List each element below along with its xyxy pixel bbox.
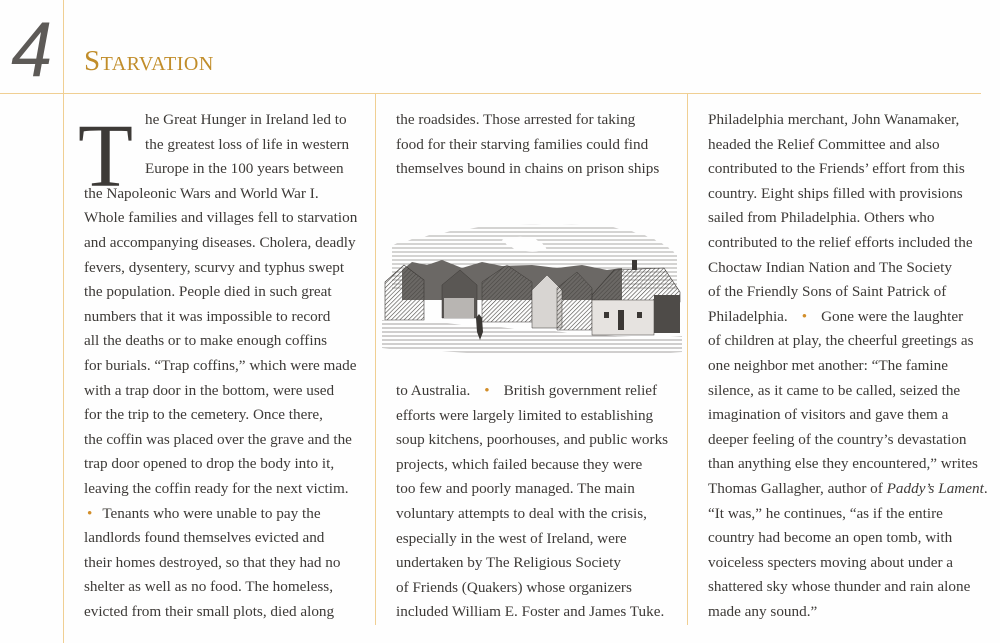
text-line: shelter as well as no food. The homeless,	[84, 578, 333, 596]
text-line: numbers that it was impossible to record	[84, 307, 331, 325]
text-line: projects, which failed because they were	[396, 455, 643, 473]
text-line: the roadsides. Those arrested for taking	[396, 111, 636, 128]
text-line: headed the Relief Committee and also	[708, 135, 940, 153]
text-line: voluntary attempts to deal with the crisis,	[396, 504, 647, 522]
column-divider-2	[687, 93, 688, 625]
text-span: to Australia.	[396, 382, 471, 399]
text-line: undertaken by The Religious Society	[396, 554, 621, 572]
text-line: trap door opened to drop the body into it,	[84, 455, 335, 473]
column-3	[708, 108, 988, 624]
text-line: contributed to the Friends’ effort from this	[708, 160, 965, 178]
text-span: Gone were the laughter	[821, 307, 964, 325]
text-line: voiceless specters moving about under a	[708, 553, 954, 571]
text-span: British government relief	[503, 382, 658, 399]
text-line: shattered sky whose thunder and rain alone	[708, 578, 971, 596]
text-line: fevers, dysentery, scurvy and typhus swept	[84, 258, 345, 276]
column-2-continued	[396, 379, 668, 625]
book-title: Paddy’s Lament	[886, 479, 984, 497]
door	[618, 310, 624, 330]
text-line	[396, 379, 668, 404]
text-span: .	[983, 479, 988, 497]
text-line: themselves bound in chains on prison ships	[396, 160, 660, 178]
text-line: with a trap door in the bottom, were used	[84, 381, 335, 399]
text-line: of Friends (Quakers) whose organizers	[396, 578, 632, 596]
text-line: all the deaths or to make enough coffins	[84, 332, 328, 350]
chapter-number: 4	[11, 5, 53, 93]
text-line: efforts were largely limited to establishing	[396, 406, 654, 424]
text-line: country had become an open tomb, with	[708, 529, 953, 547]
text-line: of the Friendly Sons of Saint Patrick of	[708, 283, 947, 301]
column-2	[396, 108, 659, 182]
text-line: country. Eight ships filled with provisions	[708, 184, 963, 202]
window	[637, 312, 642, 318]
chimney	[632, 260, 637, 270]
text-line: one neighbor met another: “The famine	[708, 356, 948, 374]
text-line: for burials. “Trap coffins,” which were made	[84, 356, 357, 374]
text-span: Philadelphia.	[708, 307, 788, 325]
text-line: for the trip to the cemetery. Once there,	[84, 406, 323, 424]
text-line: Whole families and villages fell to starvation	[84, 209, 358, 227]
text-line	[84, 502, 357, 527]
drop-cap: T	[78, 107, 133, 206]
column-1	[84, 108, 357, 624]
text-span: Tenants who were unable to pay the	[102, 504, 321, 522]
text-line: made any sound.”	[708, 602, 818, 620]
text-line: leaving the coffin ready for the next victim.	[84, 479, 349, 497]
text-line: deeper feeling of the country’s devastation	[708, 430, 967, 448]
text-line	[708, 305, 988, 330]
text-line: contributed to the relief efforts included the	[708, 233, 973, 251]
text-line: silence, as it came to be called, seized the	[708, 381, 961, 399]
famine-village-engraving	[382, 210, 682, 360]
text-line: too few and poorly managed. The main	[396, 480, 635, 498]
text-line: the Napoleonic Wars and World War I.	[84, 184, 319, 202]
cottage-right-side	[654, 295, 680, 333]
text-line: Europe in the 100 years between	[145, 160, 344, 178]
text-line: their homes destroyed, so that they had no	[84, 553, 341, 571]
text-line: than anything else they encountered,” writes	[708, 455, 978, 473]
text-line: Philadelphia merchant, John Wanamaker,	[708, 111, 960, 128]
section-bullet: •	[484, 382, 490, 399]
text-line	[708, 477, 988, 502]
text-line: soup kitchens, poorhouses, and public works	[396, 431, 669, 449]
text-span: Thomas Gallagher, author of	[708, 479, 887, 497]
header-rule	[0, 93, 981, 94]
text-line: the population. People died in such great	[84, 283, 332, 301]
text-line: food for their starving families could find	[396, 135, 649, 153]
text-line: and accompanying diseases. Cholera, deadly	[84, 233, 356, 251]
text-line: landlords found themselves evicted and	[84, 529, 325, 547]
text-line: he Great Hunger in Ireland led to	[145, 111, 347, 128]
text-line: the greatest loss of life in western	[145, 135, 350, 153]
text-line: especially in the west of Ireland, were	[396, 529, 627, 547]
chapter-title: Starvation	[84, 45, 214, 77]
text-line: evicted from their small plots, died along	[84, 602, 335, 620]
text-line: included William E. Foster and James Tuke.	[396, 603, 665, 621]
text-line: the coffin was placed over the grave and the	[84, 430, 352, 448]
column-divider-1	[375, 93, 376, 625]
margin-rule	[63, 0, 64, 643]
section-bullet: •	[801, 307, 808, 325]
cottage-wall	[444, 298, 474, 318]
window	[604, 312, 609, 318]
text-line: “It was,” he continues, “as if the entire	[708, 504, 943, 522]
section-bullet: •	[87, 504, 93, 522]
text-line: imagination of visitors and gave them a	[708, 406, 949, 424]
text-line: sailed from Philadelphia. Others who	[708, 209, 935, 227]
text-line: of children at play, the cheerful greetings as	[708, 332, 974, 350]
text-line: Choctaw Indian Nation and The Society	[708, 258, 952, 276]
